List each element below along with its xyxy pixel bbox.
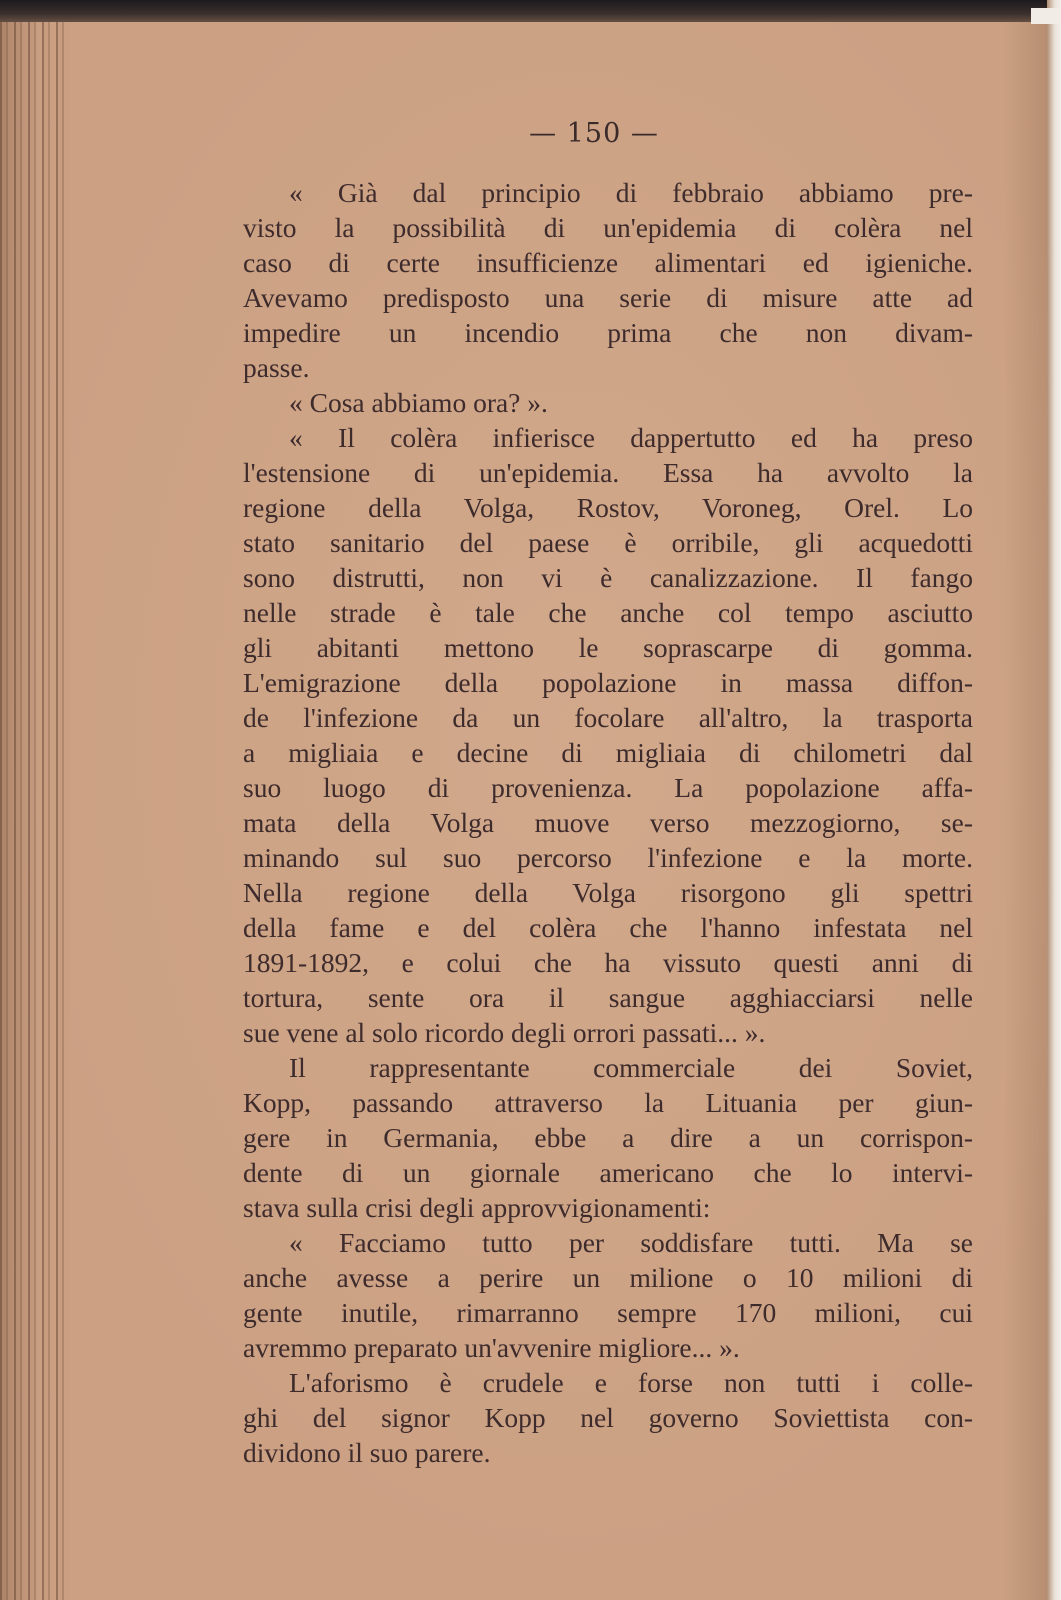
text-line: l'estensione di un'epidemia. Essa ha avvolto la: [243, 457, 973, 488]
text-line: impedire un incendio prima che non divam-: [243, 317, 973, 348]
text-line: a migliaia e decine di migliaia di chilometri dal: [243, 737, 973, 768]
text-line: anche avesse a perire un milione o 10 milioni di: [243, 1262, 973, 1293]
text-line: minando sul suo percorso l'infezione e la morte.: [243, 842, 973, 873]
text-line: « Cosa abbiamo ora? ».: [289, 387, 548, 418]
text-line: passe.: [243, 352, 310, 383]
page-number: — 150 —: [529, 118, 659, 149]
text-line: Il rappresentante commerciale dei Soviet,: [289, 1052, 973, 1083]
text-line: Avevamo predisposto una serie di misure atte ad: [243, 282, 973, 313]
text-line: « Già dal principio di febbraio abbiamo pre-: [289, 177, 973, 208]
text-line: Nella regione della Volga risorgono gli spettri: [243, 877, 973, 908]
page-right-edge: [1047, 0, 1061, 1600]
text-line: sono distrutti, non vi è canalizzazione. Il fango: [243, 562, 973, 593]
text-line: stava sulla crisi degli approvvigionamenti:: [243, 1192, 711, 1223]
text-line: regione della Volga, Rostov, Voroneg, Orel. Lo: [243, 492, 973, 523]
text-line: visto la possibilità di un'epidemia di colèra nel: [243, 212, 973, 243]
text-line: gere in Germania, ebbe a dire a un corrispon-: [243, 1122, 973, 1153]
page-binding: [0, 22, 70, 1600]
text-line: « Il colèra infierisce dappertutto ed ha preso: [289, 422, 973, 453]
text-line: della fame e del colèra che l'hanno infestata nel: [243, 912, 973, 943]
text-line: tortura, sente ora il sangue agghiacciarsi nelle: [243, 982, 973, 1013]
text-line: ghi del signor Kopp nel governo Soviettista con-: [243, 1402, 973, 1433]
text-line: mata della Volga muove verso mezzogiorno, se-: [243, 807, 973, 838]
text-line: dente di un giornale americano che lo intervi-: [243, 1157, 973, 1188]
text-line: suo luogo di provenienza. La popolazione affa-: [243, 772, 973, 803]
text-line: gli abitanti mettono le soprascarpe di gomma.: [243, 632, 973, 663]
text-line: stato sanitario del paese è orribile, gli acquedotti: [243, 527, 973, 558]
text-line: sue vene al solo ricordo degli orrori passati... ».: [243, 1017, 766, 1048]
text-line: caso di certe insufficienze alimentari ed igieniche.: [243, 247, 973, 278]
text-line: gente inutile, rimarranno sempre 170 milioni, cui: [243, 1297, 973, 1328]
text-line: Kopp, passando attraverso la Lituania per giun-: [243, 1087, 973, 1118]
text-line: de l'infezione da un focolare all'altro, la trasporta: [243, 702, 973, 733]
text-line: L'emigrazione della popolazione in massa diffon-: [243, 667, 973, 698]
text-line: nelle strade è tale che anche col tempo asciutto: [243, 597, 973, 628]
text-line: dividono il suo parere.: [243, 1437, 491, 1468]
text-line: avremmo preparato un'avvenire migliore... ».: [243, 1332, 740, 1363]
text-line: L'aforismo è crudele e forse non tutti i colle-: [289, 1367, 973, 1398]
text-line: 1891-1892, e colui che ha vissuto questi anni di: [243, 947, 973, 978]
body-text: [243, 175, 973, 1470]
text-line: « Facciamo tutto per soddisfare tutti. Ma se: [289, 1227, 973, 1258]
page-corner: [1031, 8, 1061, 24]
